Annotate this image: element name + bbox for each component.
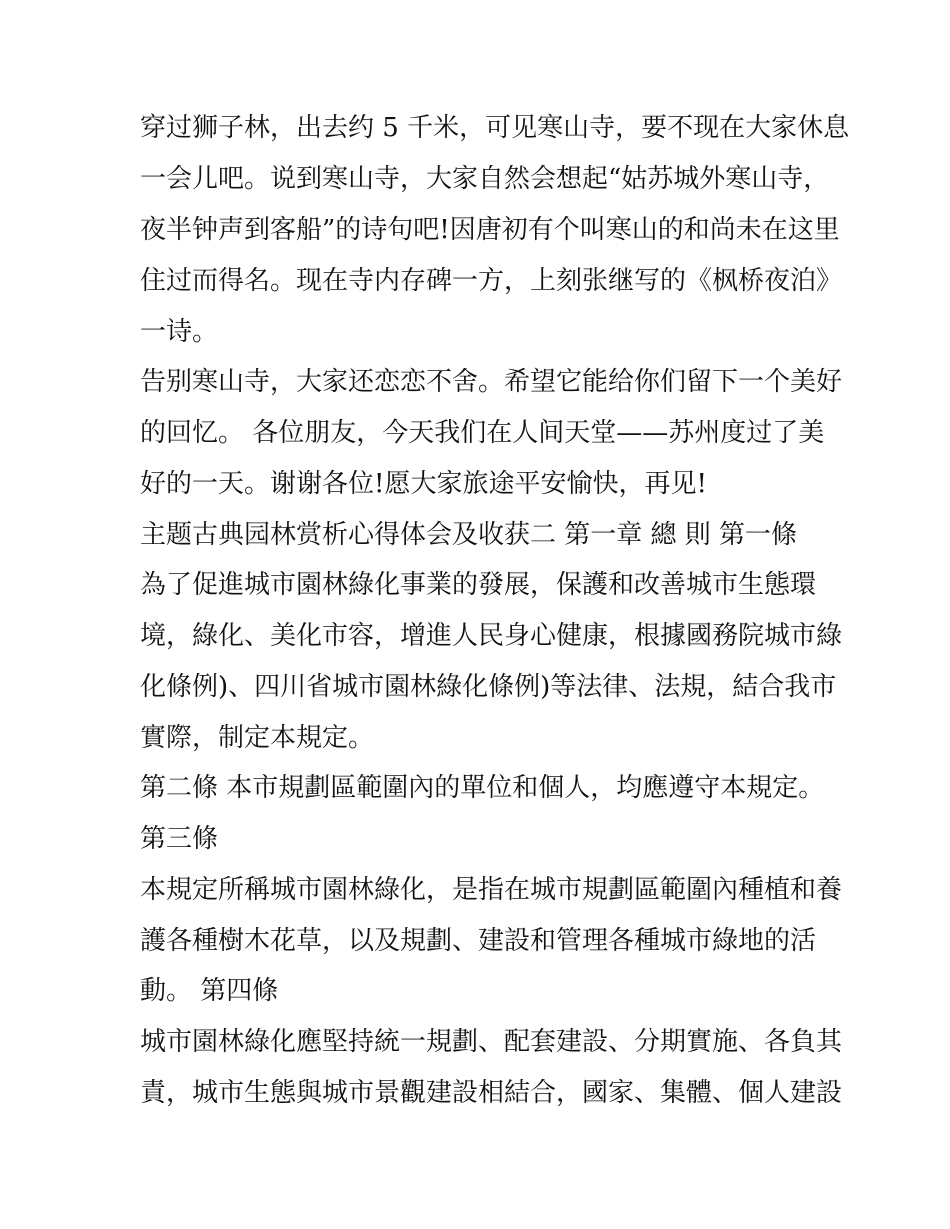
text-line: 一会儿吧。说到寒山寺，大家自然会想起“姑苏城外寒山寺， [140,164,830,194]
text-line: 住过而得名。现在寺内存碑一方，上刻张继写的《枫桥夜泊》 [140,266,843,296]
text-line: 責，城市生態與城市景觀建設相結合，國家、集體、個人建設 [140,1078,843,1108]
text-line: 第二條 本市規劃區範圍內的單位和個人，均應遵守本規定。 [140,773,825,803]
text-line: 告别寒山寺，大家还恋恋不舍。希望它能给你们留下一个美好 [140,367,843,397]
text-line: 好的一天。谢谢各位!愿大家旅途平安愉快，再见! [140,469,707,499]
text-line: 化條例)、四川省城市園林綠化條例)等法律、法規，結合我市 [140,672,837,702]
text-line: 護各種樹木花草，以及規劃、建設和管理各種城市綠地的活 [140,926,817,956]
text-line: 實際，制定本規定。 [140,723,375,753]
text-line: 動。 第四條 [140,976,279,1006]
article-heading: 第三條 [140,824,219,854]
text-line: 穿过狮子林，出去约 5 千米，可见寒山寺，要不现在大家休息 [140,113,850,143]
text-line: 本規定所稱城市園林綠化，是指在城市規劃區範圍內種植和養 [140,875,843,905]
text-line: 的回忆。 各位朋友，今天我们在人间天堂——苏州度过了美 [140,418,825,448]
text-line: 夜半钟声到客船”的诗句吧!因唐初有个叫寒山的和尚未在这里 [140,215,840,245]
text-line: 城市園林綠化應堅持統一規劃、配套建設、分期實施、各負其 [140,1027,843,1057]
section-heading: 主题古典园林赏析心得体会及收获二 第一章 總 則 第一條 [140,520,798,550]
text-line: 境，綠化、美化市容，增進人民身心健康，根據國務院城市綠 [140,621,843,651]
text-line: 一诗。 [140,317,219,347]
text-line: 為了促進城市園林綠化事業的發展，保護和改善城市生態環 [140,570,817,600]
